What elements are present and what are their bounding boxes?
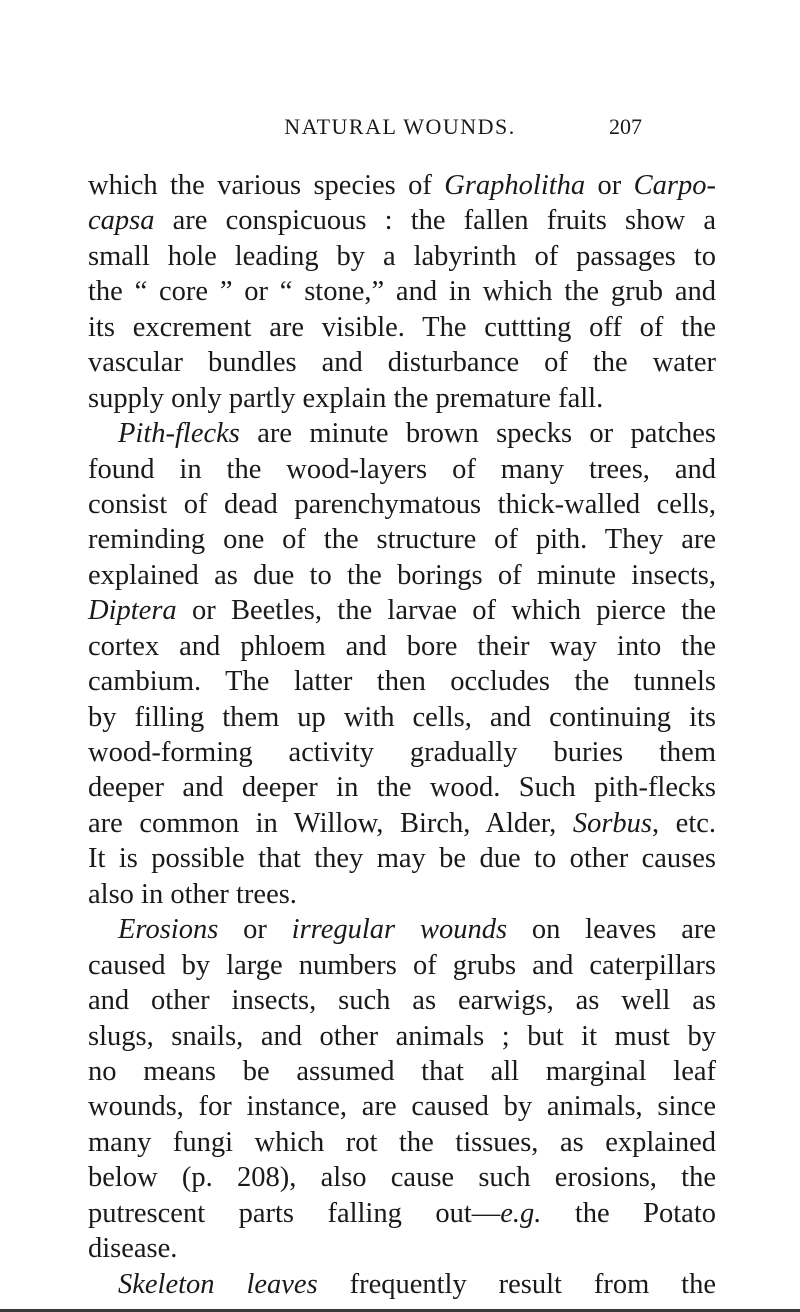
running-title: NATURAL WOUNDS. <box>284 114 516 139</box>
text-line: deeper and deeper in the wood. Such pith-flecks <box>88 772 716 804</box>
text-line: no means be assumed that all marginal leaf <box>88 1055 716 1087</box>
text-line: disease. <box>88 1233 178 1265</box>
text-line: by filling them up with cells, and continuing its <box>88 701 716 733</box>
text-line: explained as due to the borings of minute insects, <box>88 559 716 591</box>
text-line: the “ core ” or “ stone,” and in which the grub and <box>88 276 716 308</box>
text-line: and other insects, such as earwigs, as well as <box>88 985 716 1017</box>
text-line: putrescent parts falling out—e.g. the Potato <box>88 1197 716 1229</box>
body-text <box>88 168 716 1302</box>
text-line: supply only partly explain the premature fall. <box>88 382 604 414</box>
text-line: which the various species of Grapholitha or Carpo- <box>88 170 716 201</box>
paragraph-start-skeleton-leaves: Skeleton leaves frequently result from the <box>118 1268 716 1300</box>
text-line: reminding one of the structure of pith. They are <box>88 524 716 556</box>
text-line: are common in Willow, Birch, Alder, Sorbus, etc. <box>88 807 717 839</box>
paragraph-start-pith-flecks: Pith-flecks are minute brown specks or patches <box>118 418 716 450</box>
text-line: Diptera or Beetles, the larvae of which pierce the <box>88 595 716 627</box>
paragraph-start-erosions: Erosions or irregular wounds on leaves are <box>118 914 716 946</box>
text-line: wood-forming activity gradually buries them <box>88 737 716 768</box>
text-line: slugs, snails, and other animals ; but it must by <box>88 1020 716 1052</box>
text-line: cambium. The latter then occludes the tunnels <box>88 666 716 698</box>
text-line: caused by large numbers of grubs and caterpillars <box>88 949 716 981</box>
page-number: 207 <box>609 114 642 139</box>
text-line: It is possible that they may be due to other causes <box>88 843 716 875</box>
text-line: cortex and phloem and bore their way into the <box>88 630 716 662</box>
text-line: consist of dead parenchymatous thick-walled cells, <box>88 488 716 520</box>
text-line: found in the wood-layers of many trees, and <box>88 453 716 485</box>
text-line: also in other trees. <box>88 878 297 910</box>
text-line: vascular bundles and disturbance of the water <box>88 347 716 379</box>
text-line: its excrement are visible. The cuttting off of the <box>88 311 716 343</box>
text-line: small hole leading by a labyrinth of passages to <box>88 240 716 272</box>
text-line: capsa are conspicuous : the fallen fruits show a <box>88 205 716 237</box>
text-line: many fungi which rot the tissues, as explained <box>88 1126 716 1158</box>
running-head <box>0 114 800 144</box>
text-line: wounds, for instance, are caused by animals, since <box>88 1091 716 1123</box>
text-line: below (p. 208), also cause such erosions, the <box>88 1162 716 1194</box>
